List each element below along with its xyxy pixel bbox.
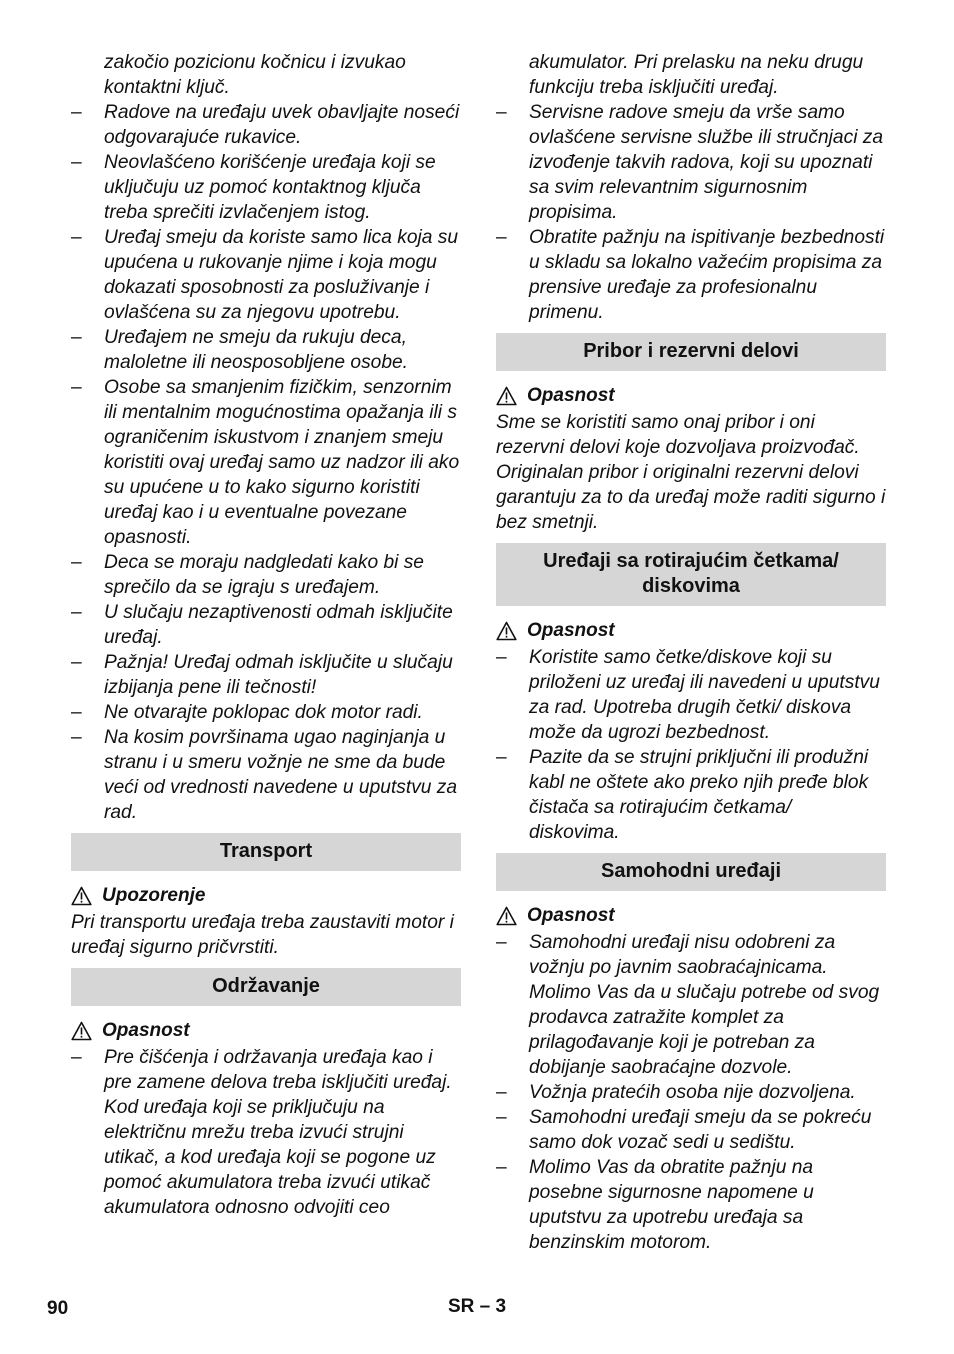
dash-bullet: –	[71, 727, 82, 748]
list-item	[496, 645, 886, 745]
list-item-text: Obratite pažnju na ispitivanje bezbednosti u skladu sa lokalno važećim propisima za prensive uređaje za profesionalnu primenu.	[529, 227, 885, 323]
warning-label	[71, 883, 461, 908]
list-item-text: Na kosim površinama ugao naginjanja u stranu i u smeru vožnje ne sme da bude veći od vrednosti navedene u uputstvu za rad.	[104, 727, 458, 823]
transport-text: Pri transportu uređaja treba zaustaviti motor i uređaj sigurno pričvrstiti.	[71, 912, 454, 958]
list-item	[71, 600, 461, 650]
self-propelled-bullet-list	[496, 930, 886, 1255]
list-item	[71, 375, 461, 550]
warning-triangle-icon	[71, 886, 92, 906]
dash-bullet: –	[496, 102, 507, 123]
dash-bullet: –	[496, 227, 507, 248]
warning-triangle-icon	[496, 386, 517, 406]
list-item	[496, 225, 886, 325]
section-indicator: SR – 3	[448, 1296, 507, 1317]
dash-bullet: –	[71, 552, 82, 573]
list-item-text: Samohodni uređaji nisu odobreni za vožnju po javnim saobraćajnicama. Molimo Vas da u slučaju potrebe od svog prodavca zatražite komplet za prilagođavanje koji je potreban za dobijanje saobraćajne dozvole.	[529, 932, 880, 1078]
list-item	[71, 225, 461, 325]
dash-bullet: –	[496, 647, 507, 668]
dash-bullet: –	[71, 327, 82, 348]
warning-label-text: Upozorenje	[102, 885, 206, 906]
list-item-text: U slučaju nezaptivenosti odmah isključite uređaj.	[104, 602, 453, 648]
danger-label	[496, 383, 886, 408]
danger-label-text: Opasnost	[102, 1020, 190, 1041]
list-item-text: Pre čišćenja i održavanja uređaja kao i pre zamene delova treba isključiti uređaj. Kod uređaja koji se priključuju na električnu mrežu treba izvući strujni utikač, a kod uređaja koji se pogone uz pomoć akumulatora treba izvući utikač akumulatora odnosno odvojiti ceo	[104, 1047, 452, 1218]
warning-triangle-icon	[496, 621, 517, 641]
dash-bullet: –	[71, 102, 82, 123]
accessories-text: Sme se koristiti samo onaj pribor i oni rezervni delovi koje dozvoljava proizvođač. Originalan pribor i originalni rezervni delovi garantuju za to da uređaj može raditi sigurno i bez smetnji.	[496, 412, 886, 533]
right-continuation: akumulator. Pri prelasku na neku drugu funkciju treba isključiti uređaj.	[529, 52, 864, 98]
danger-label	[496, 903, 886, 928]
list-item-text: Ne otvarajte poklopac dok motor radi.	[104, 702, 423, 723]
page-number: 90	[47, 1298, 69, 1319]
list-item	[496, 745, 886, 845]
warning-triangle-icon	[71, 1021, 92, 1041]
maintenance-bullet-list	[71, 1045, 461, 1220]
list-item-text: Deca se moraju nadgledati kako bi se sprečilo da se igraju s uređajem.	[104, 552, 424, 598]
list-item	[496, 1080, 886, 1105]
list-item	[71, 150, 461, 225]
dash-bullet: –	[71, 152, 82, 173]
list-item	[71, 1045, 461, 1220]
right-column	[496, 50, 886, 1255]
list-item-text: Samohodni uređaji smeju da se pokreću samo dok vozač sedi u sedištu.	[529, 1107, 872, 1153]
list-item	[71, 650, 461, 700]
list-item-text: Vožnja pratećih osoba nije dozvoljena.	[529, 1082, 856, 1103]
list-item	[71, 550, 461, 600]
list-item-text: Pazite da se strujni priključni ili produžni kabl ne oštete ako preko njih pređe blok čistača sa rotirajućim četkama/ diskovima.	[529, 747, 869, 843]
dash-bullet: –	[496, 747, 507, 768]
section-heading-transport: Transport	[71, 833, 461, 871]
danger-label-text: Opasnost	[527, 385, 615, 406]
list-item	[496, 1105, 886, 1155]
danger-label-text: Opasnost	[527, 905, 615, 926]
list-item	[496, 100, 886, 225]
list-item-text: Koristite samo četke/diskove koji su priloženi uz uređaj ili navedeni u uputstvu za rad. Upotreba drugih četki/ diskova može da ugrozi bezbednost.	[529, 647, 880, 743]
list-item	[71, 100, 461, 150]
list-item	[71, 725, 461, 825]
left-column	[71, 50, 461, 1220]
dash-bullet: –	[496, 932, 507, 953]
danger-label	[71, 1018, 461, 1043]
list-item	[496, 930, 886, 1080]
intro-continuation: zakočio pozicionu kočnicu i izvukao kontaktni ključ.	[104, 52, 406, 98]
danger-label	[496, 618, 886, 643]
section-heading-maintenance: Održavanje	[71, 968, 461, 1006]
dash-bullet: –	[496, 1157, 507, 1178]
dash-bullet: –	[71, 602, 82, 623]
dash-bullet: –	[71, 377, 82, 398]
section-heading-accessories: Pribor i rezervni delovi	[496, 333, 886, 371]
list-item-text: Uređajem ne smeju da rukuju deca, maloletne ili neosposobljene osobe.	[104, 327, 409, 373]
section-heading-self-propelled: Samohodni uređaji	[496, 853, 886, 891]
brushes-bullet-list	[496, 645, 886, 845]
list-item-text: Osobe sa smanjenim fizičkim, senzornim ili mentalnim mogućnostima opažanja ili s ograničenim iskustvom i znanjem smeju koristiti ovaj uređaj samo uz nadzor ili ako su upućene u to kako sigurno koristiti uređaj kao i u eventualne povezane opasnosti.	[104, 377, 460, 548]
left-bullet-list	[71, 100, 461, 825]
section-heading-brushes: Uređaji sa rotirajućim četkama/ diskovima	[496, 543, 886, 606]
list-item-text: Radove na uređaju uvek obavljajte noseći odgovarajuće rukavice.	[104, 102, 460, 148]
dash-bullet: –	[71, 227, 82, 248]
dash-bullet: –	[71, 702, 82, 723]
dash-bullet: –	[496, 1082, 507, 1103]
danger-label-text: Opasnost	[527, 620, 615, 641]
list-item-text: Pažnja! Uređaj odmah isključite u slučaju izbijanja pene ili tečnosti!	[104, 652, 453, 698]
warning-triangle-icon	[496, 906, 517, 926]
list-item	[71, 700, 461, 725]
list-item-text: Molimo Vas da obratite pažnju na posebne sigurnosne napomene u uputstvu za upotrebu uređaja sa benzinskim motorom.	[529, 1157, 814, 1253]
list-item-text: Uređaj smeju da koriste samo lica koja su upućena u rukovanje njime i koja mogu dokazati sposobnosti za posluživanje i ovlašćena su za njegovu upotrebu.	[104, 227, 459, 323]
list-item-text: Servisne radove smeju da vrše samo ovlašćene servisne službe ili stručnjaci za izvođenje takvih radova, koji su upoznati sa svim relevantnim sigurnosnim propisima.	[529, 102, 884, 223]
list-item	[496, 1155, 886, 1255]
dash-bullet: –	[71, 652, 82, 673]
dash-bullet: –	[71, 1047, 82, 1068]
list-item	[71, 325, 461, 375]
list-item-text: Neovlašćeno korišćenje uređaja koji se uključuju uz pomoć kontaktnog ključa treba sprečiti izvlačenjem istog.	[104, 152, 436, 223]
dash-bullet: –	[496, 1107, 507, 1128]
right-bullet-list	[496, 100, 886, 325]
